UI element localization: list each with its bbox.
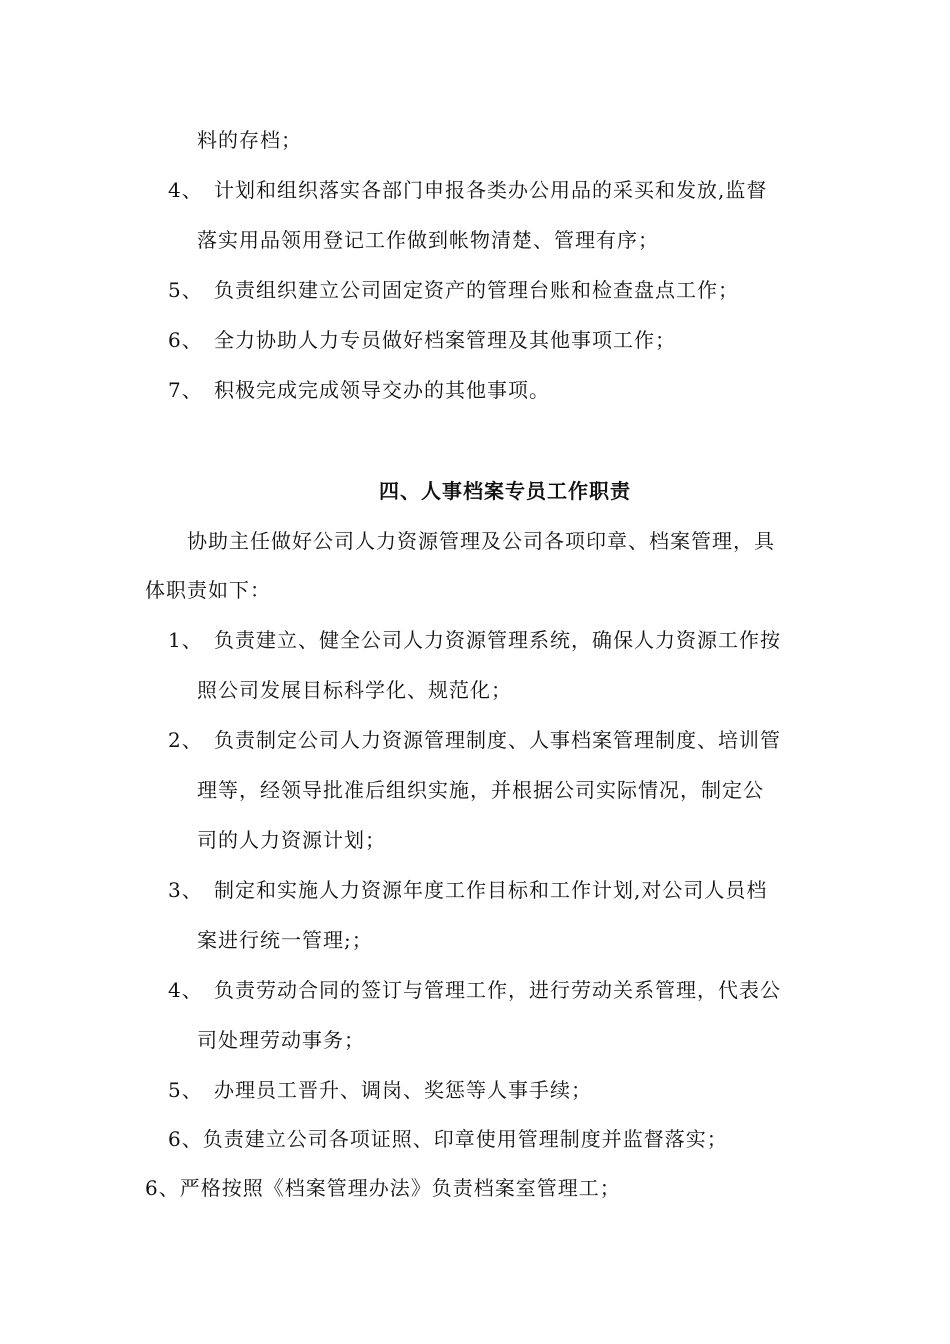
duty-item-5 <box>168 1077 592 1103</box>
duty-item-4-continued: 司处理劳动事务； <box>197 1028 365 1052</box>
duty-item-4 <box>168 977 781 1003</box>
item-number: 1、 <box>168 628 203 652</box>
item-text: 计划和组织落实各部门申报各类办公用品的采买和发放,监督 <box>214 178 768 202</box>
list-item-4 <box>168 177 767 203</box>
item-number: 4、 <box>168 978 203 1002</box>
item-text: 负责组织建立公司固定资产的管理台账和检查盘点工作； <box>214 278 739 302</box>
section-heading: 四、人事档案专员工作职责 <box>379 479 631 503</box>
item-number: 7、 <box>168 378 203 402</box>
item-number: 5、 <box>168 1078 203 1102</box>
list-item-4-continued: 落实用品领用登记工作做到帐物清楚、管理有序； <box>197 228 659 252</box>
duty-item-6a: 6、负责建立公司各项证照、印章使用管理制度并监督落实； <box>168 1127 728 1151</box>
duty-item-3 <box>168 877 767 903</box>
item-number: 3、 <box>168 878 203 902</box>
list-item-6 <box>168 327 676 353</box>
duty-item-2-continued: 司的人力资源计划； <box>197 828 386 852</box>
item-text: 负责制定公司人力资源管理制度、人事档案管理制度、培训管 <box>214 728 781 752</box>
duty-item-2-continued: 理等，经领导批准后组织实施，并根据公司实际情况，制定公 <box>197 778 764 802</box>
item-text: 负责建立、健全公司人力资源管理系统，确保人力资源工作按 <box>214 628 781 652</box>
duty-item-1-continued: 照公司发展目标科学化、规范化； <box>197 678 512 702</box>
item-number: 6、 <box>168 328 203 352</box>
continued-line: 料的存档； <box>197 128 302 152</box>
intro-paragraph-line-2: 体职责如下： <box>145 578 271 602</box>
item-text: 负责劳动合同的签订与管理工作，进行劳动关系管理，代表公 <box>214 978 781 1002</box>
duty-item-6b: 6、严格按照《档案管理办法》负责档案室管理工； <box>145 1176 621 1200</box>
duty-item-1 <box>168 627 781 653</box>
list-item-5 <box>168 277 739 303</box>
item-number: 4、 <box>168 178 203 202</box>
item-number: 5、 <box>168 278 203 302</box>
item-text: 办理员工晋升、调岗、奖惩等人事手续； <box>214 1078 592 1102</box>
intro-paragraph-line-1: 协助主任做好公司人力资源管理及公司各项印章、档案管理，具 <box>187 529 775 553</box>
item-text: 积极完成完成领导交办的其他事项。 <box>214 378 550 402</box>
item-text: 制定和实施人力资源年度工作目标和工作计划,对公司人员档 <box>214 878 768 902</box>
duty-item-3-continued: 案进行统一管理;； <box>197 928 373 952</box>
duty-item-2 <box>168 727 781 753</box>
list-item-7 <box>168 377 550 403</box>
item-text: 全力协助人力专员做好档案管理及其他事项工作； <box>214 328 676 352</box>
item-number: 2、 <box>168 728 203 752</box>
